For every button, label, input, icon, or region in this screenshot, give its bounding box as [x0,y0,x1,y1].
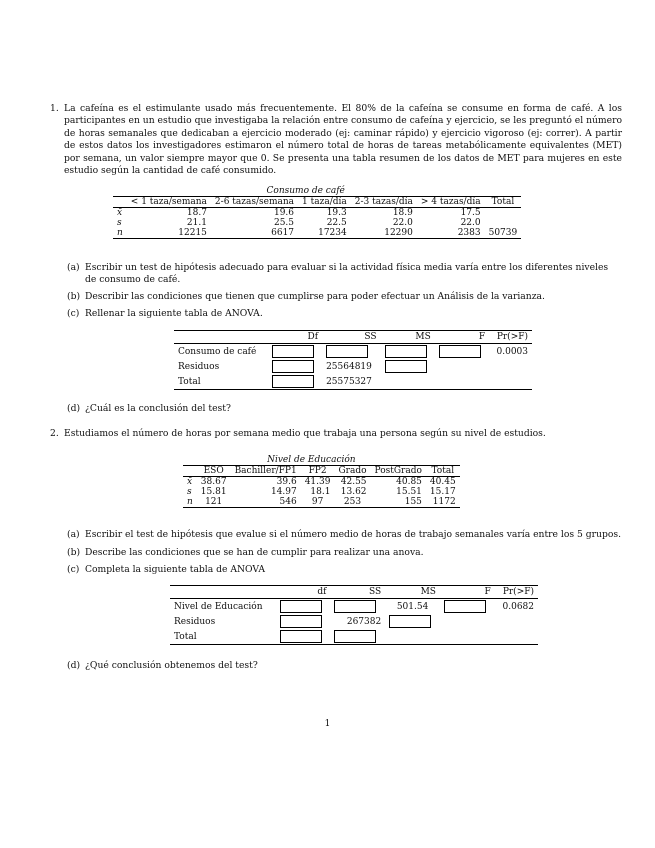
row-label: n [113,228,127,239]
answer-box[interactable] [272,375,314,388]
answer-box[interactable] [385,360,427,373]
q1-col-header: Total [485,197,522,208]
anova-header: Df [268,331,322,344]
table-cell: 15.17 [429,487,456,497]
q2-anova-table [170,585,538,645]
question-1 [50,103,622,177]
q1-part-a [67,262,619,286]
table-cell: 39.6 [276,477,297,487]
question-2-text: Estudiamos el número de horas por semana medio que trabaja una persona según su nivel de estudios. [64,428,546,439]
answer-box[interactable] [389,615,431,628]
table-cell: 121 [197,497,231,508]
q2-col-header: PostGrado [371,466,426,477]
q1-summary-table [113,186,521,239]
q1-part-c [67,308,619,320]
part-label: (c) [67,308,80,319]
table-row [170,629,538,645]
part-label: (d) [67,403,81,414]
ss-value: 25564819 [326,361,372,372]
row-label: Nivel de Educación [174,601,263,612]
q1-col-header: 2-6 tazas/semana [211,197,298,208]
table-cell: 18.1 [310,487,331,497]
anova-header: Pr(>F) [489,331,532,344]
row-label: Total [174,374,268,390]
table-row [174,374,532,390]
row-label: Residuos [178,361,220,372]
table-cell: 13.62 [340,487,367,497]
q2-col-header: ESO [197,466,231,477]
table-cell: 97 [301,497,335,508]
table-row [174,344,532,360]
table-cell: 17234 [298,228,351,239]
part-text: ¿Cuál es la conclusión del test? [85,403,231,414]
answer-box[interactable] [444,600,486,613]
question-2-number: 2. [50,428,59,439]
table-cell: 19.6 [273,208,295,218]
table-cell: 22.5 [326,218,347,228]
part-text: Completa la siguiente tabla de ANOVA [85,564,266,575]
q2-col-header: Total [426,466,460,477]
anova-header: MS [385,586,440,599]
row-label: Total [170,629,276,645]
part-label: (d) [67,660,81,671]
q1-summary-caption: Consumo de café [266,186,345,196]
row-label: n [183,497,197,508]
part-text: Escribir un test de hipótesis adecuado para evaluar si la actividad física media varía entre los diferentes niveles de consumo de café. [85,262,609,285]
page-number: 1 [324,719,331,729]
row-label: x̄ [117,208,123,218]
table-cell: 42.55 [340,477,367,487]
table-cell: 6617 [211,228,298,239]
table-cell: 17.5 [460,208,481,218]
anova-header: F [435,331,489,344]
part-label: (b) [67,547,81,558]
anova-header: MS [381,331,435,344]
q1-col-header: 1 taza/día [298,197,351,208]
table-cell: 38.67 [200,477,227,487]
part-text: Describe las condiciones que se han de cumplir para realizar una anova. [85,547,424,558]
ss-value: 267382 [346,616,382,627]
table-cell: 18.9 [392,208,413,218]
q2-part-d [67,660,627,672]
ms-value: 501.54 [396,601,429,612]
answer-box[interactable] [272,345,314,358]
row-label: x̄ [187,477,193,487]
part-text: ¿Qué conclusión obtenemos del test? [85,660,258,671]
table-row [170,599,538,615]
anova-header: Pr(>F) [495,586,538,599]
part-text: Escribir el test de hipótesis que evalue si el número medio de horas de trabajo semanales varía entre los 5 grupos. [85,529,621,540]
answer-box[interactable] [385,345,427,358]
q2-part-a [67,529,627,541]
q2-col-header: FP2 [301,466,335,477]
anova-header: df [276,586,331,599]
table-cell: 40.45 [429,477,456,487]
q2-summary-table [183,455,460,508]
answer-box[interactable] [280,600,322,613]
anova-header: SS [330,586,385,599]
question-1-number: 1. [50,103,59,114]
table-row [113,218,521,228]
answer-box[interactable] [334,600,376,613]
table-cell: 14.97 [270,487,297,497]
table-cell: 12215 [127,228,211,239]
table-cell: 15.81 [200,487,227,497]
table-row [183,487,460,497]
part-label: (a) [67,529,80,540]
table-row [183,497,460,508]
table-cell: 253 [334,497,370,508]
anova-header: SS [322,331,380,344]
table-row [113,228,521,239]
q1-part-b [67,291,619,303]
q2-summary-caption: Nivel de Educación [267,455,356,465]
q1-col-header: 2-3 tazas/día [351,197,417,208]
q2-part-b [67,547,627,559]
table-row [174,359,532,374]
question-2 [50,428,622,440]
answer-box[interactable] [280,630,322,643]
part-text: Rellenar la siguiente tabla de ANOVA. [85,308,263,319]
table-cell: 19.3 [326,208,347,218]
q1-anova-table [174,330,532,390]
answer-box[interactable] [272,360,314,373]
q2-col-header: Grado [334,466,370,477]
row-label: s [117,218,122,228]
table-cell: 155 [371,497,426,508]
table-cell: 15.51 [396,487,422,497]
table-row [113,208,521,219]
q1-col-header: > 4 tazas/día [417,197,485,208]
table-cell: 22.0 [460,218,481,228]
table-cell: 2383 [417,228,485,239]
table-row [183,477,460,488]
table-cell: 40.85 [396,477,422,487]
row-label: Consumo de café [178,346,257,357]
table-cell: 1172 [426,497,460,508]
table-cell: 18.7 [186,208,207,218]
table-cell: 25.5 [273,218,295,228]
table-cell [485,208,522,219]
question-1-text: La cafeína es el estimulante usado más frecuentemente. El 80% de la cafeína se consume en forma de café. A los participantes en un estudio que investigaba la relación entre consumo de cafeína y ejercicio, se les preguntó el número de horas semanales que dedicaban a ejercicio moderado (ej: caminar rápido) y ejercicio vigoroso (ej: correr). A partir de estos datos los investigadores estimaron el número total de horas de tareas metabólicamente equivalentes (MET) por semana, un valor siempre mayor que 0. Se presenta una tabla resumen de los datos de MET para mujeres en este estudio según la cantidad de café consumido. [64,103,622,177]
q1-col-header: < 1 taza/semana [127,197,211,208]
answer-box[interactable] [439,345,481,358]
p-value: 0.0682 [502,601,534,612]
part-label: (b) [67,291,81,302]
table-cell: 41.39 [304,477,331,487]
part-label: (a) [67,262,80,273]
q2-part-c [67,564,627,576]
table-cell [485,218,522,228]
table-row [170,614,538,629]
table-cell: 546 [231,497,301,508]
answer-box[interactable] [280,615,322,628]
row-label: s [187,487,192,497]
p-value: 0.0003 [496,346,528,357]
table-cell: 22.0 [392,218,413,228]
ss-value: 25575327 [322,374,380,390]
answer-box[interactable] [334,630,376,643]
table-cell: 21.1 [186,218,207,228]
answer-box[interactable] [326,345,368,358]
part-text: Describir las condiciones que tienen que cumplirse para poder efectuar un Análisis de la varianza. [85,291,545,302]
table-cell: 50739 [485,228,522,239]
q2-col-header: Bachiller/FP1 [231,466,301,477]
part-label: (c) [67,564,80,575]
row-label: Residuos [174,616,216,627]
anova-header: F [440,586,495,599]
table-cell: 12290 [351,228,417,239]
q1-part-d [67,403,619,415]
